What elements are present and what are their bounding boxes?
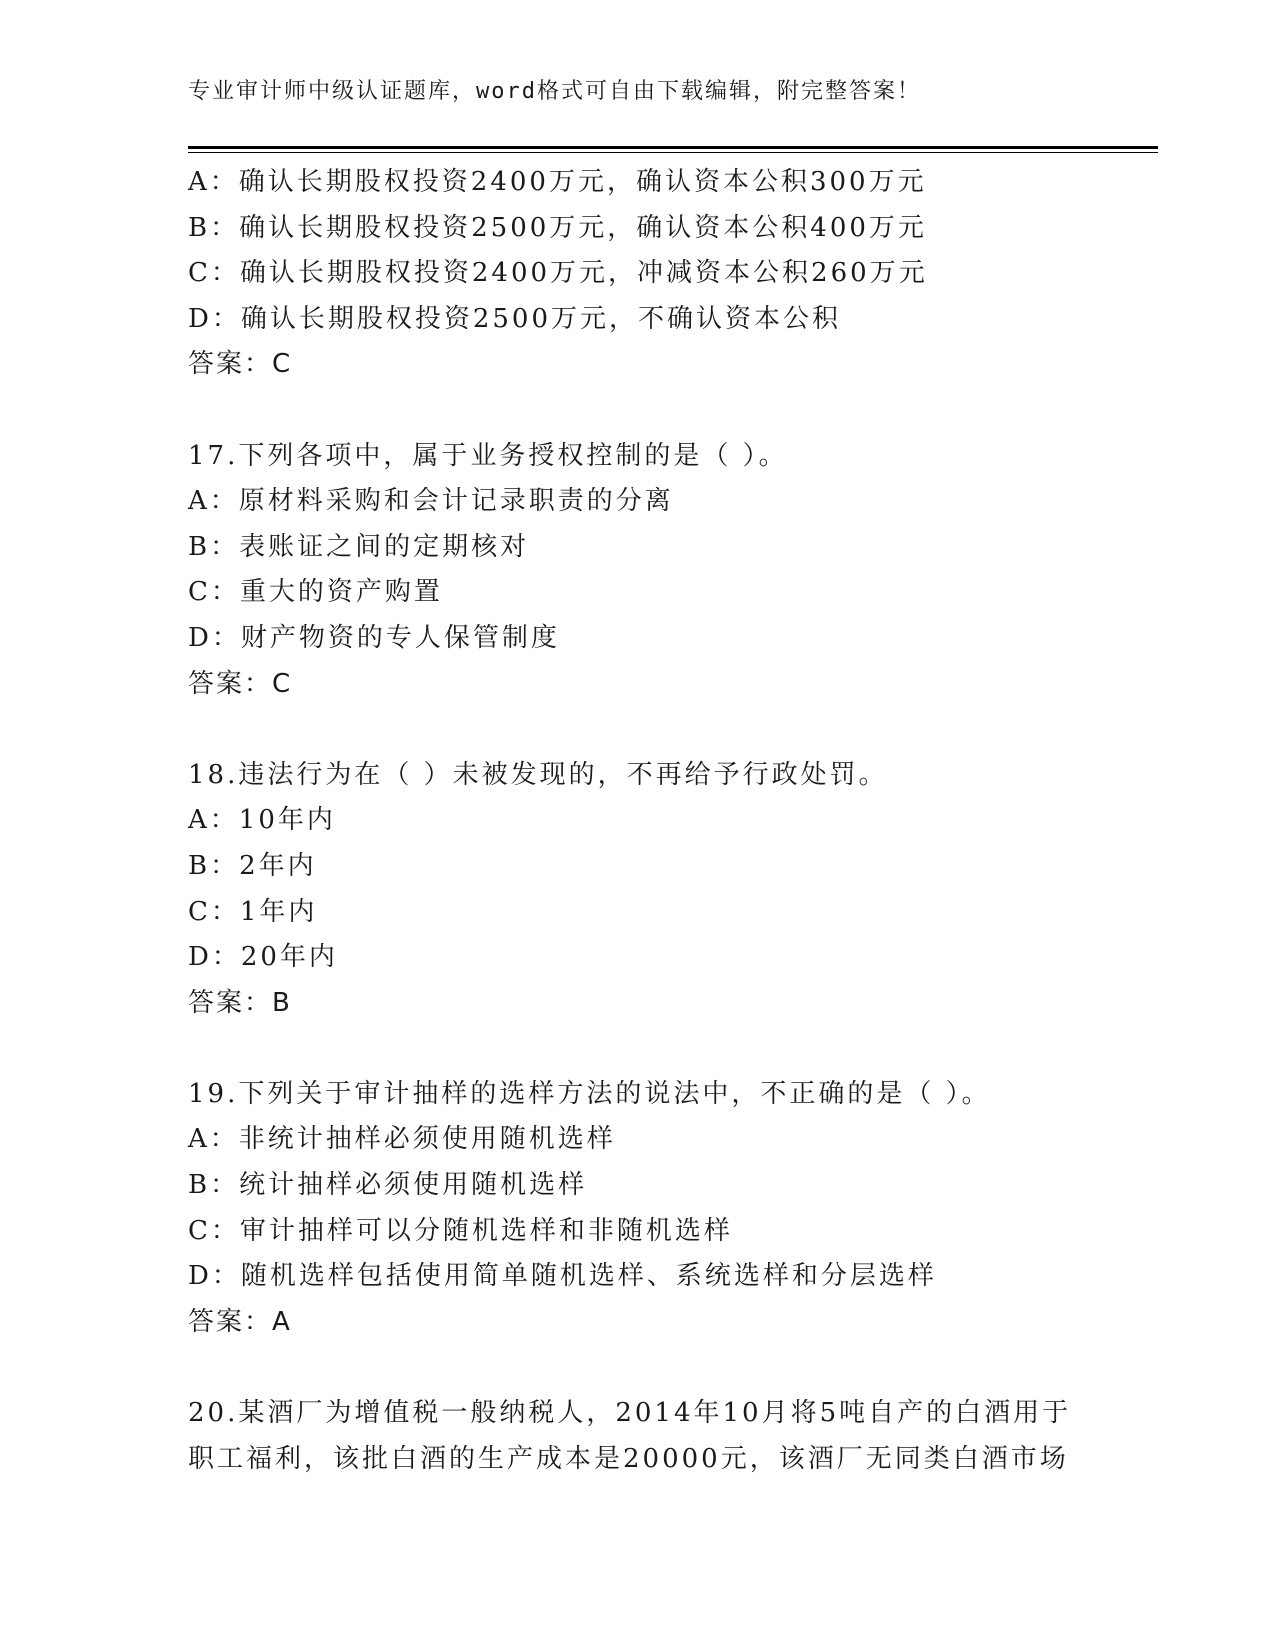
question-stem: 18.违法行为在（ ）未被发现的，不再给予行政处罚。 <box>188 759 888 790</box>
question-stem-line-2: 职工福利，该批白酒的生产成本是20000元，该酒厂无同类白酒市场 <box>188 1443 1069 1474</box>
answer: 答案：A <box>188 1306 292 1337</box>
question-stem: 19.下列关于审计抽样的选样方法的说法中，不正确的是（ ）。 <box>188 1078 991 1109</box>
question-19 <box>188 1072 1148 1346</box>
option-b: B：统计抽样必须使用随机选样 <box>188 1170 588 1201</box>
option-d: D：财产物资的专人保管制度 <box>188 622 560 653</box>
question-18 <box>188 753 1148 1027</box>
option-b: B：表账证之间的定期核对 <box>188 531 530 562</box>
answer: 答案：C <box>188 668 293 699</box>
spacer <box>188 1345 1148 1391</box>
option-c: C：1年内 <box>188 896 318 927</box>
option-a: A：原材料采购和会计记录职责的分离 <box>188 486 674 517</box>
spacer <box>188 1026 1148 1072</box>
option-c: C：确认长期股权投资2400万元，冲减资本公积260万元 <box>188 258 928 289</box>
spacer <box>188 388 1148 434</box>
option-b: B：确认长期股权投资2500万元，确认资本公积400万元 <box>188 212 927 243</box>
answer: 答案：C <box>188 349 293 380</box>
question-stem-line-1: 20.某酒厂为增值税一般纳税人，2014年10月将5吨自产的白酒用于 <box>188 1398 1072 1429</box>
option-a: A：非统计抽样必须使用随机选样 <box>188 1124 616 1155</box>
question-stem: 17.下列各项中，属于业务授权控制的是（ ）。 <box>188 440 788 471</box>
option-d: D：随机选样包括使用简单随机选样、系统选样和分层选样 <box>188 1261 937 1292</box>
document-body <box>188 160 1148 1482</box>
option-c: C：审计抽样可以分随机选样和非随机选样 <box>188 1215 733 1246</box>
option-d: D：20年内 <box>188 942 338 973</box>
option-b: B：2年内 <box>188 850 317 881</box>
question-17 <box>188 434 1148 708</box>
header-rule-thin <box>188 152 1158 153</box>
spacer <box>188 707 1148 753</box>
option-d: D：确认长期股权投资2500万元，不确认资本公积 <box>188 303 842 334</box>
option-a: A：确认长期股权投资2400万元，确认资本公积300万元 <box>188 167 927 197</box>
option-c: C：重大的资产购置 <box>188 577 443 608</box>
question-20 <box>188 1391 1148 1482</box>
option-a: A：10年内 <box>188 805 336 836</box>
page-header: 专业审计师中级认证题库，word格式可自由下载编辑，附完整答案！ <box>188 79 921 104</box>
question-16 <box>188 160 1148 388</box>
answer: 答案：B <box>188 987 292 1018</box>
header-rule-thick <box>188 146 1158 149</box>
